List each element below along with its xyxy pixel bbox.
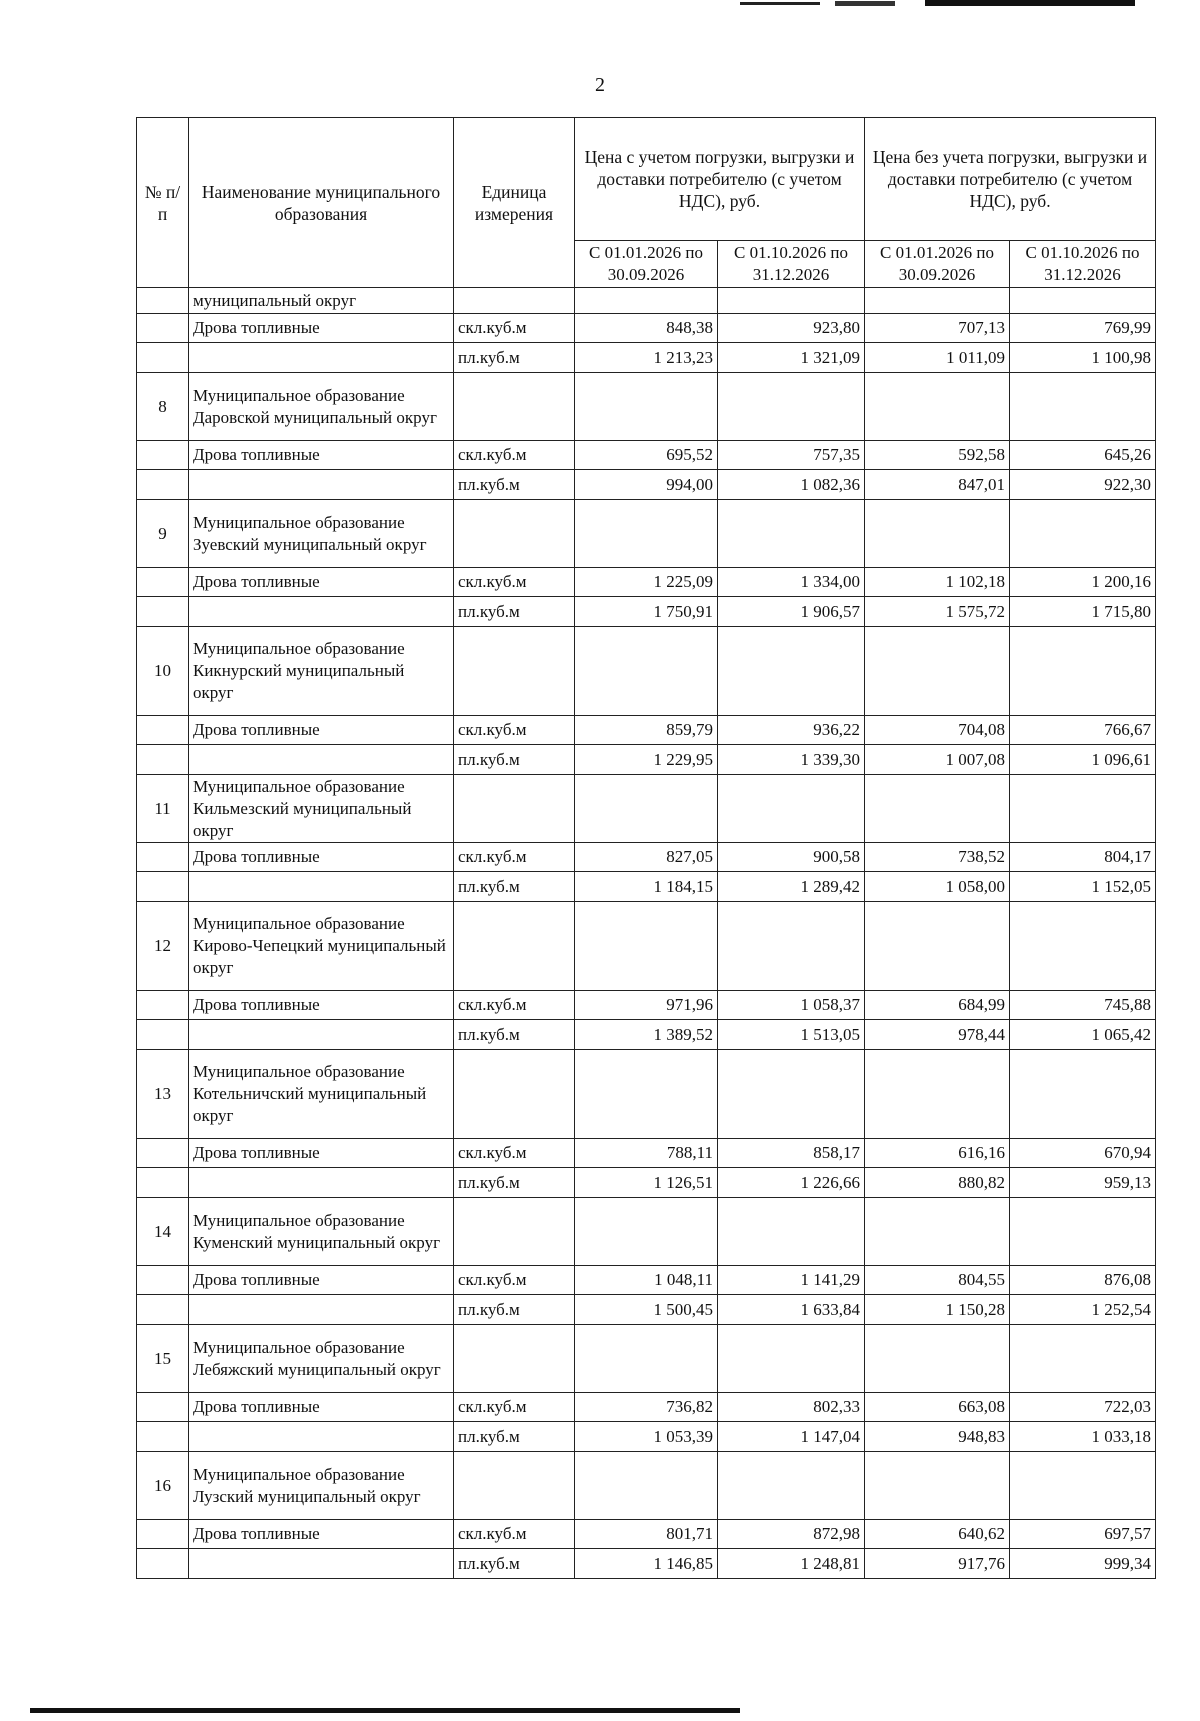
price-value: 847,01	[865, 470, 1010, 500]
unit-of-measure: скл.куб.м	[454, 1266, 575, 1295]
price-value: 769,99	[1010, 314, 1156, 343]
table-row	[137, 1549, 1156, 1579]
table-row	[137, 470, 1156, 500]
price-cell	[718, 373, 865, 441]
price-cell	[865, 775, 1010, 843]
price-cell	[575, 288, 718, 314]
unit-of-measure: пл.куб.м	[454, 1549, 575, 1579]
unit-of-measure: скл.куб.м	[454, 991, 575, 1020]
price-cell	[575, 1198, 718, 1266]
municipality-row	[137, 902, 1156, 991]
unit-cell	[454, 775, 575, 843]
item-name: Дрова топливные	[189, 1393, 454, 1422]
price-value: 804,55	[865, 1266, 1010, 1295]
item-name: Дрова топливные	[189, 843, 454, 872]
price-value: 707,13	[865, 314, 1010, 343]
header-period: С 01.10.2026 по 31.12.2026	[1010, 241, 1156, 288]
price-cell	[1010, 902, 1156, 991]
price-value: 1 715,80	[1010, 597, 1156, 627]
unit-of-measure: пл.куб.м	[454, 470, 575, 500]
price-value: 948,83	[865, 1422, 1010, 1452]
table-row	[137, 343, 1156, 373]
unit-of-measure: пл.куб.м	[454, 872, 575, 902]
price-value: 959,13	[1010, 1168, 1156, 1198]
row-number	[137, 470, 189, 500]
row-number	[137, 991, 189, 1020]
unit-of-measure: пл.куб.м	[454, 597, 575, 627]
municipality-name: Муниципальное образование Даровской муниципальный округ	[189, 373, 454, 441]
price-cell	[1010, 373, 1156, 441]
table-row	[137, 991, 1156, 1020]
price-value: 858,17	[718, 1139, 865, 1168]
unit-cell	[454, 500, 575, 568]
price-cell	[575, 775, 718, 843]
unit-of-measure: пл.куб.м	[454, 1168, 575, 1198]
item-name: Дрова топливные	[189, 568, 454, 597]
price-cell	[718, 1325, 865, 1393]
price-value: 1 011,09	[865, 343, 1010, 373]
municipality-name: Муниципальное образование Лузский муниципальный округ	[189, 1452, 454, 1520]
price-cell	[865, 627, 1010, 716]
price-cell	[1010, 775, 1156, 843]
price-value: 592,58	[865, 441, 1010, 470]
row-number: 10	[137, 627, 189, 716]
row-number	[137, 1139, 189, 1168]
price-value: 859,79	[575, 716, 718, 745]
price-value: 704,08	[865, 716, 1010, 745]
municipality-row	[137, 1198, 1156, 1266]
price-cell	[1010, 627, 1156, 716]
row-number	[137, 1020, 189, 1050]
table-row	[137, 597, 1156, 627]
price-cell	[575, 902, 718, 991]
item-name: Дрова топливные	[189, 716, 454, 745]
price-cell	[575, 1452, 718, 1520]
price-cell	[718, 775, 865, 843]
header-price-with-delivery: Цена с учетом погрузки, выгрузки и доставки потребителю (с учетом НДС), руб.	[575, 118, 865, 241]
row-number	[137, 1422, 189, 1452]
item-name	[189, 872, 454, 902]
table-row	[137, 1020, 1156, 1050]
price-value: 788,11	[575, 1139, 718, 1168]
price-cell	[1010, 288, 1156, 314]
unit-of-measure: скл.куб.м	[454, 568, 575, 597]
price-cell	[718, 500, 865, 568]
row-number	[137, 343, 189, 373]
table-row	[137, 441, 1156, 470]
header-unit: Единица измерения	[454, 118, 575, 288]
price-value: 1 575,72	[865, 597, 1010, 627]
price-value: 1 033,18	[1010, 1422, 1156, 1452]
municipality-row	[137, 373, 1156, 441]
price-cell	[865, 500, 1010, 568]
unit-cell	[454, 902, 575, 991]
unit-of-measure: пл.куб.м	[454, 745, 575, 775]
price-value: 1 100,98	[1010, 343, 1156, 373]
price-cell	[865, 373, 1010, 441]
header-price-without-delivery: Цена без учета погрузки, выгрузки и доставки потребителю (с учетом НДС), руб.	[865, 118, 1156, 241]
municipality-row	[137, 1452, 1156, 1520]
price-cell	[1010, 1325, 1156, 1393]
price-value: 1 225,09	[575, 568, 718, 597]
row-number	[137, 288, 189, 314]
item-name	[189, 745, 454, 775]
item-name	[189, 1020, 454, 1050]
price-cell	[575, 500, 718, 568]
price-cell	[1010, 1050, 1156, 1139]
row-number	[137, 314, 189, 343]
item-name: Дрова топливные	[189, 991, 454, 1020]
municipality-row	[137, 500, 1156, 568]
price-value: 736,82	[575, 1393, 718, 1422]
price-value: 1 513,05	[718, 1020, 865, 1050]
price-cell	[718, 902, 865, 991]
row-number	[137, 745, 189, 775]
price-value: 1 184,15	[575, 872, 718, 902]
unit-of-measure: пл.куб.м	[454, 1020, 575, 1050]
table-row	[137, 1168, 1156, 1198]
price-value: 663,08	[865, 1393, 1010, 1422]
row-number	[137, 441, 189, 470]
unit-cell	[454, 1050, 575, 1139]
price-value: 1 213,23	[575, 343, 718, 373]
row-number	[137, 843, 189, 872]
municipality-row	[137, 627, 1156, 716]
row-number	[137, 568, 189, 597]
unit-cell	[454, 1198, 575, 1266]
price-value: 917,76	[865, 1549, 1010, 1579]
price-value: 1 152,05	[1010, 872, 1156, 902]
price-value: 1 500,45	[575, 1295, 718, 1325]
price-value: 766,67	[1010, 716, 1156, 745]
table-row	[137, 872, 1156, 902]
unit-of-measure: скл.куб.м	[454, 314, 575, 343]
table-row	[137, 568, 1156, 597]
header-no: № п/п	[137, 118, 189, 288]
price-cell	[865, 1050, 1010, 1139]
price-value: 684,99	[865, 991, 1010, 1020]
price-value: 1 096,61	[1010, 745, 1156, 775]
price-value: 922,30	[1010, 470, 1156, 500]
price-value: 1 200,16	[1010, 568, 1156, 597]
price-value: 1 147,04	[718, 1422, 865, 1452]
item-name	[189, 597, 454, 627]
price-value: 923,80	[718, 314, 865, 343]
price-cell	[575, 1325, 718, 1393]
price-cell	[1010, 1452, 1156, 1520]
price-value: 1 339,30	[718, 745, 865, 775]
page-number: 2	[595, 74, 605, 96]
price-cell	[1010, 500, 1156, 568]
price-value: 1 150,28	[865, 1295, 1010, 1325]
item-name: Дрова топливные	[189, 1520, 454, 1549]
price-value: 801,71	[575, 1520, 718, 1549]
price-cell	[718, 1198, 865, 1266]
price-value: 1 141,29	[718, 1266, 865, 1295]
table-row	[137, 1520, 1156, 1549]
table-row	[137, 1139, 1156, 1168]
price-value: 880,82	[865, 1168, 1010, 1198]
row-number	[137, 1549, 189, 1579]
unit-of-measure: скл.куб.м	[454, 716, 575, 745]
price-value: 1 289,42	[718, 872, 865, 902]
price-value: 757,35	[718, 441, 865, 470]
row-number	[137, 1168, 189, 1198]
unit-cell	[454, 288, 575, 314]
price-value: 1 389,52	[575, 1020, 718, 1050]
price-value: 1 007,08	[865, 745, 1010, 775]
price-value: 722,03	[1010, 1393, 1156, 1422]
municipality-row	[137, 1325, 1156, 1393]
price-value: 670,94	[1010, 1139, 1156, 1168]
unit-of-measure: пл.куб.м	[454, 343, 575, 373]
price-cell	[575, 627, 718, 716]
unit-of-measure: пл.куб.м	[454, 1295, 575, 1325]
price-value: 1 633,84	[718, 1295, 865, 1325]
price-value: 1 058,37	[718, 991, 865, 1020]
item-name: Дрова топливные	[189, 1139, 454, 1168]
price-value: 978,44	[865, 1020, 1010, 1050]
header-period: С 01.10.2026 по 31.12.2026	[718, 241, 865, 288]
row-number: 12	[137, 902, 189, 991]
header-name: Наименование муниципального образования	[189, 118, 454, 288]
municipality-name: Муниципальное образование Кильмезский муниципальный округ	[189, 775, 454, 843]
scan-artifact-bottom	[30, 1708, 740, 1713]
price-value: 745,88	[1010, 991, 1156, 1020]
price-value: 1 321,09	[718, 343, 865, 373]
price-value: 1 053,39	[575, 1422, 718, 1452]
row-number: 8	[137, 373, 189, 441]
price-value: 994,00	[575, 470, 718, 500]
price-value: 1 146,85	[575, 1549, 718, 1579]
table-row	[137, 1266, 1156, 1295]
row-number: 9	[137, 500, 189, 568]
unit-of-measure: скл.куб.м	[454, 1520, 575, 1549]
table-row	[137, 843, 1156, 872]
price-value: 738,52	[865, 843, 1010, 872]
price-value: 1 229,95	[575, 745, 718, 775]
table-row	[137, 745, 1156, 775]
row-number	[137, 1295, 189, 1325]
price-value: 1 750,91	[575, 597, 718, 627]
item-name: Дрова топливные	[189, 441, 454, 470]
municipality-name: Муниципальное образование Кирово-Чепецкий муниципальный округ	[189, 902, 454, 991]
municipality-row	[137, 288, 1156, 314]
price-value: 999,34	[1010, 1549, 1156, 1579]
price-cell	[718, 1452, 865, 1520]
price-value: 697,57	[1010, 1520, 1156, 1549]
price-cell	[575, 1050, 718, 1139]
price-table	[136, 117, 1156, 1579]
row-number: 16	[137, 1452, 189, 1520]
price-cell	[865, 1325, 1010, 1393]
price-cell	[575, 373, 718, 441]
price-value: 827,05	[575, 843, 718, 872]
row-number	[137, 1266, 189, 1295]
municipality-name: Муниципальное образование Котельничский муниципальный округ	[189, 1050, 454, 1139]
price-value: 804,17	[1010, 843, 1156, 872]
table-row	[137, 314, 1156, 343]
price-value: 1 102,18	[865, 568, 1010, 597]
municipality-name: Муниципальное образование Кикнурский муниципальный округ	[189, 627, 454, 716]
item-name	[189, 1549, 454, 1579]
municipality-row	[137, 775, 1156, 843]
municipality-name: Муниципальное образование Лебяжский муниципальный округ	[189, 1325, 454, 1393]
price-cell	[865, 1198, 1010, 1266]
price-value: 1 334,00	[718, 568, 865, 597]
price-value: 1 126,51	[575, 1168, 718, 1198]
municipality-name: Муниципальное образование Зуевский муниципальный округ	[189, 500, 454, 568]
municipality-row	[137, 1050, 1156, 1139]
row-number	[137, 1393, 189, 1422]
row-number: 14	[137, 1198, 189, 1266]
price-value: 640,62	[865, 1520, 1010, 1549]
row-number	[137, 716, 189, 745]
price-value: 802,33	[718, 1393, 865, 1422]
price-value: 1 248,81	[718, 1549, 865, 1579]
item-name	[189, 343, 454, 373]
price-value: 936,22	[718, 716, 865, 745]
price-value: 1 048,11	[575, 1266, 718, 1295]
price-value: 971,96	[575, 991, 718, 1020]
price-value: 1 065,42	[1010, 1020, 1156, 1050]
unit-of-measure: скл.куб.м	[454, 441, 575, 470]
price-value: 1 226,66	[718, 1168, 865, 1198]
table-row	[137, 1422, 1156, 1452]
item-name	[189, 1422, 454, 1452]
item-name: Дрова топливные	[189, 314, 454, 343]
item-name: Дрова топливные	[189, 1266, 454, 1295]
row-number: 11	[137, 775, 189, 843]
unit-cell	[454, 1325, 575, 1393]
unit-of-measure: скл.куб.м	[454, 843, 575, 872]
price-cell	[865, 1452, 1010, 1520]
unit-cell	[454, 627, 575, 716]
unit-of-measure: пл.куб.м	[454, 1422, 575, 1452]
table-row	[137, 716, 1156, 745]
price-value: 1 058,00	[865, 872, 1010, 902]
table-body	[137, 288, 1156, 1579]
price-value: 1 252,54	[1010, 1295, 1156, 1325]
unit-of-measure: скл.куб.м	[454, 1393, 575, 1422]
price-cell	[1010, 1198, 1156, 1266]
header-period: С 01.01.2026 по 30.09.2026	[865, 241, 1010, 288]
price-cell	[718, 288, 865, 314]
price-cell	[718, 627, 865, 716]
price-value: 1 906,57	[718, 597, 865, 627]
row-number	[137, 872, 189, 902]
price-value: 900,58	[718, 843, 865, 872]
municipality-name: муниципальный округ	[189, 288, 454, 314]
header-period: С 01.01.2026 по 30.09.2026	[575, 241, 718, 288]
item-name	[189, 1168, 454, 1198]
row-number	[137, 597, 189, 627]
unit-cell	[454, 373, 575, 441]
price-cell	[718, 1050, 865, 1139]
table-row	[137, 1295, 1156, 1325]
price-value: 616,16	[865, 1139, 1010, 1168]
scan-artifact-top	[740, 0, 1140, 8]
row-number: 15	[137, 1325, 189, 1393]
municipality-name: Муниципальное образование Куменский муниципальный округ	[189, 1198, 454, 1266]
table-row	[137, 1393, 1156, 1422]
row-number	[137, 1520, 189, 1549]
price-value: 848,38	[575, 314, 718, 343]
price-cell	[865, 902, 1010, 991]
price-value: 876,08	[1010, 1266, 1156, 1295]
price-value: 695,52	[575, 441, 718, 470]
item-name	[189, 470, 454, 500]
unit-cell	[454, 1452, 575, 1520]
unit-of-measure: скл.куб.м	[454, 1139, 575, 1168]
price-value: 645,26	[1010, 441, 1156, 470]
item-name	[189, 1295, 454, 1325]
price-cell	[865, 288, 1010, 314]
price-value: 872,98	[718, 1520, 865, 1549]
price-value: 1 082,36	[718, 470, 865, 500]
row-number: 13	[137, 1050, 189, 1139]
